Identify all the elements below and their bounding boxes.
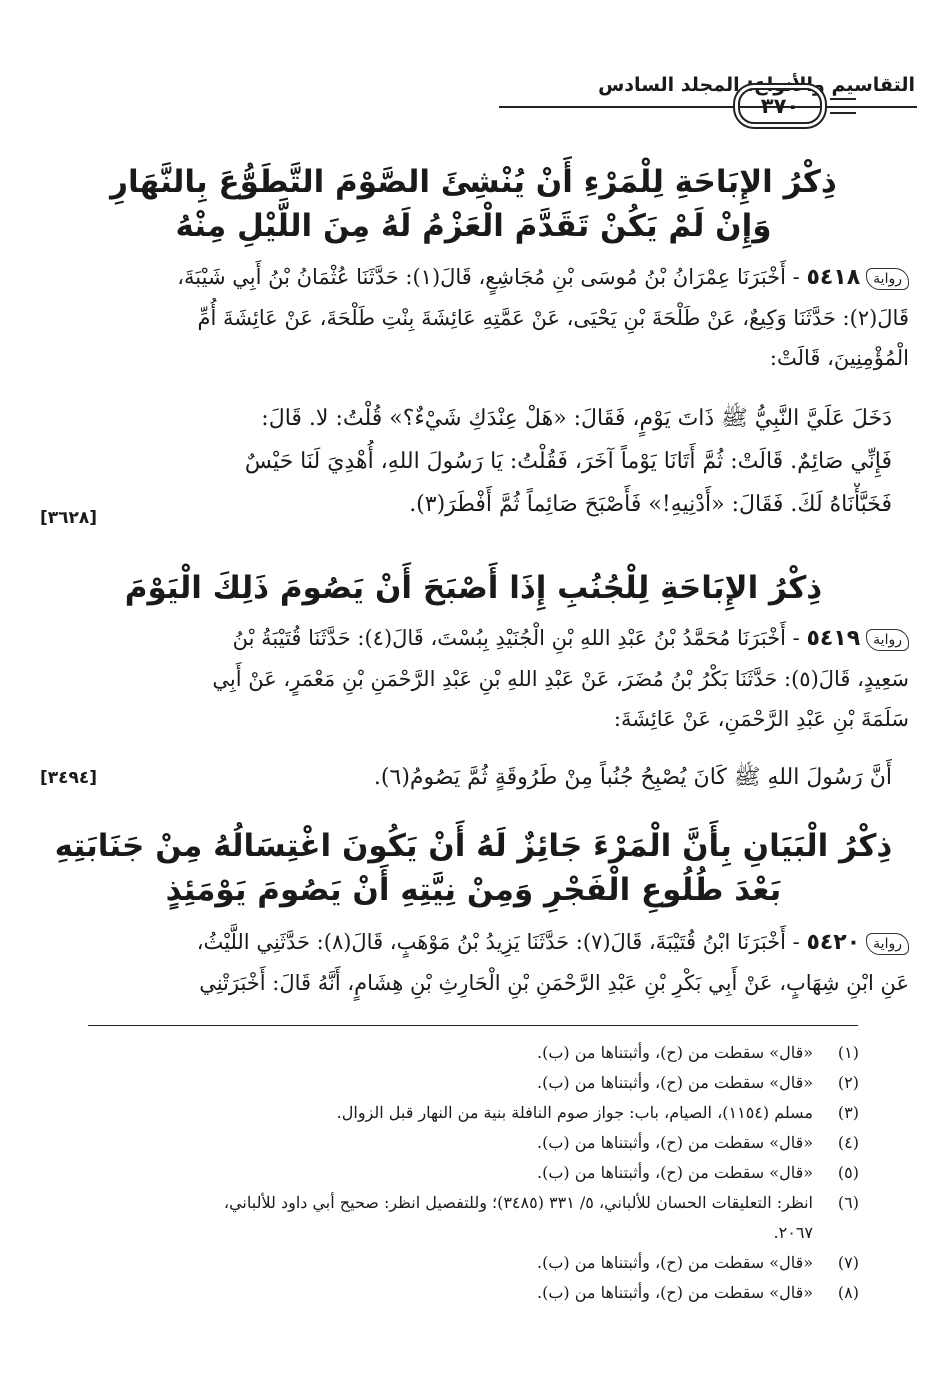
footnote-number: (٣) <box>837 1103 859 1122</box>
footnote-text: مسلم (١١٥٤)، الصيام، باب: جواز صوم النافلة بنية من النهار قبل الزوال. <box>336 1103 813 1122</box>
footnote-text: «قال» سقطت من (ح)، وأثبتناها من (ب). <box>537 1283 813 1302</box>
hadith-isnad <box>38 257 909 378</box>
hadith-reference: [٣٦٢٨] <box>40 508 98 528</box>
matn-line: أَنَّ رَسُولَ اللهِ ﷺ كَانَ يُصْبِحُ جُنُباً مِنْ طَرُوقَةٍ ثُمَّ يَصُومُ(٦). <box>373 765 892 790</box>
footnote <box>60 1098 859 1128</box>
footnote-rule <box>88 1025 858 1026</box>
footnote-text: «قال» سقطت من (ح)، وأثبتناها من (ب). <box>537 1073 813 1092</box>
isnad-line: سَعِيدٍ، قَالَ(٥): حَدَّثَنَا بَكْرُ بْنُ مُضَرَ، عَنْ عَبْدِ اللهِ بْنِ عَبْدِ الرَّحْمَنِ بْنِ مَعْمَرٍ، عَنْ أَبِي <box>212 667 909 691</box>
isnad-line: قَالَ(٢): حَدَّثَنَا وَكِيعٌ، عَنْ طَلْحَةَ بْنِ يَحْيَى، عَنْ عَمَّتِهِ عَائِشَةَ بِنْتِ طَلْحَةَ، عَنْ عَائِشَةَ أُمِّ <box>197 306 909 330</box>
matn-line: فَإِنِّي صَائِمٌ. قَالَتْ: ثُمَّ أَتَانَا يَوْماً آخَرَ، فَقُلْتُ: يَا رَسُولَ اللهِ، أُهْدِيَ لَنَا حَيْسٌ <box>244 449 892 474</box>
footnote-text: «قال» سقطت من (ح)، وأثبتناها من (ب). <box>537 1133 813 1152</box>
footnote <box>60 1158 859 1188</box>
section-heading <box>40 566 907 610</box>
hadith-reference: [٣٤٩٤] <box>40 768 98 788</box>
hadith-isnad <box>38 618 909 739</box>
hadith-mark-icon: رواية <box>866 933 909 955</box>
isnad-line: - أَخْبَرَنَا مُحَمَّدُ بْنُ عَبْدِ اللهِ بْنِ الْجُنَيْدِ بِبُسْتَ، قَالَ(٤): حَدَّثَنَا قُتَيْبَةُ بْنُ <box>232 626 800 650</box>
footnote <box>60 1128 859 1158</box>
hadith-mark-icon: رواية <box>866 268 909 290</box>
hadith-matn <box>38 758 892 798</box>
heading-line: وَإِنْ لَمْ يَكُنْ تَقَدَّمَ الْعَزْمُ لَهُ مِنَ اللَّيْلِ مِنْهُ <box>175 208 772 244</box>
footnote-number: (٥) <box>837 1163 859 1182</box>
page-number-text: ٣٧٠ <box>760 94 800 118</box>
footnote-text: «قال» سقطت من (ح)، وأثبتناها من (ب). <box>537 1163 813 1182</box>
footnote-text: ٢٠٦٧. <box>773 1223 813 1242</box>
heading-line: ذِكْرُ الإِبَاحَةِ لِلْمَرْءِ أَنْ يُنْشِئَ الصَّوْمَ التَّطَوُّعَ بِالنَّهَارِ <box>110 164 837 200</box>
section-heading <box>40 824 907 912</box>
footnote-number: (٦) <box>837 1193 859 1212</box>
footnote <box>60 1278 859 1308</box>
isnad-line: عَنِ ابْنِ شِهَابٍ، عَنْ أَبِي بَكْرِ بْنِ عَبْدِ الرَّحْمَنِ بْنِ الْحَارِثِ بْنِ هِشَامٍ، أَنَّهُ قَالَ: أَخْبَرَتْنِي <box>199 971 909 995</box>
footnote-continuation <box>60 1218 859 1248</box>
isnad-line: الْمُؤْمِنِينَ، قَالَتْ: <box>769 346 909 370</box>
hadith-number: ٥٤١٨ <box>806 265 861 290</box>
footnote-number: (٨) <box>837 1283 859 1302</box>
hadith-number: ٥٤٢٠ <box>806 930 861 955</box>
footnote <box>60 1248 859 1278</box>
hadith-number: ٥٤١٩ <box>806 626 861 651</box>
running-title: التقاسيم والأنواع: المجلد السادس <box>598 74 915 96</box>
footnote <box>60 1188 859 1218</box>
header-rule-left-top <box>830 98 856 100</box>
footnote-number: (٤) <box>837 1133 859 1152</box>
footnotes <box>60 1038 859 1308</box>
footnote-text: «قال» سقطت من (ح)، وأثبتناها من (ب). <box>537 1253 813 1272</box>
matn-line: دَخَلَ عَلَيَّ النَّبِيُّ ﷺ ذَاتَ يَوْمٍ، فَقَالَ: «هَلْ عِنْدَكِ شَيْءٌ؟» قُلْتُ: لا. قَالَ: <box>261 406 892 431</box>
footnote-number: (٢) <box>837 1073 859 1092</box>
hadith-matn <box>38 397 892 526</box>
footnote-number: (٧) <box>837 1253 859 1272</box>
header-rule <box>499 106 917 108</box>
isnad-line: - أَخْبَرَنَا ابْنُ قُتَيْبَةَ، قَالَ(٧): حَدَّثَنَا يَزِيدُ بْنُ مَوْهَبٍ، قَالَ(٨): حَدَّثَنِي اللَّيْثُ، <box>196 930 800 954</box>
heading-line: ذِكْرُ الإِبَاحَةِ لِلْجُنُبِ إِذَا أَصْبَحَ أَنْ يَصُومَ ذَلِكَ الْيَوْمَ <box>124 570 823 606</box>
matn-line: فَخَبَّأْنَاهُ لَكَ. فَقَالَ: «أَدْنِيهِ!» فَأَصْبَحَ صَائِماً ثُمَّ أَفْطَرَ(٣). <box>409 492 892 517</box>
section-heading <box>40 160 907 248</box>
hadith-mark-icon: رواية <box>866 629 909 651</box>
hadith-isnad <box>38 922 909 1003</box>
header-rule-left-bottom <box>830 112 856 114</box>
heading-line: بَعْدَ طُلُوعِ الْفَجْرِ وَمِنْ نِيَّتِهِ أَنْ يَصُومَ يَوْمَئِذٍ <box>165 872 782 908</box>
footnote <box>60 1038 859 1068</box>
isnad-line: سَلَمَةَ بْنِ عَبْدِ الرَّحْمَنِ، عَنْ عَائِشَةَ: <box>613 707 909 731</box>
footnote-text: «قال» سقطت من (ح)، وأثبتناها من (ب). <box>537 1043 813 1062</box>
page-number <box>738 88 822 124</box>
footnote-number: (١) <box>837 1043 859 1062</box>
heading-line: ذِكْرُ الْبَيَانِ بِأَنَّ الْمَرْءَ جَائِزٌ لَهُ أَنْ يَكُونَ اغْتِسَالُهُ مِنْ جَنَابَتِهِ <box>54 828 893 864</box>
footnote-text: انظر: التعليقات الحسان للألباني، ٥/ ٣٣١ (٣٤٨٥)؛ وللتفصيل انظر: صحيح أبي داود للألباني، <box>223 1193 813 1212</box>
isnad-line: - أَخْبَرَنَا عِمْرَانُ بْنُ مُوسَى بْنِ مُجَاشِعٍ، قَالَ(١): حَدَّثَنَا عُثْمَانُ بْنُ أَبِي شَيْبَةَ، <box>177 265 800 289</box>
footnote <box>60 1068 859 1098</box>
